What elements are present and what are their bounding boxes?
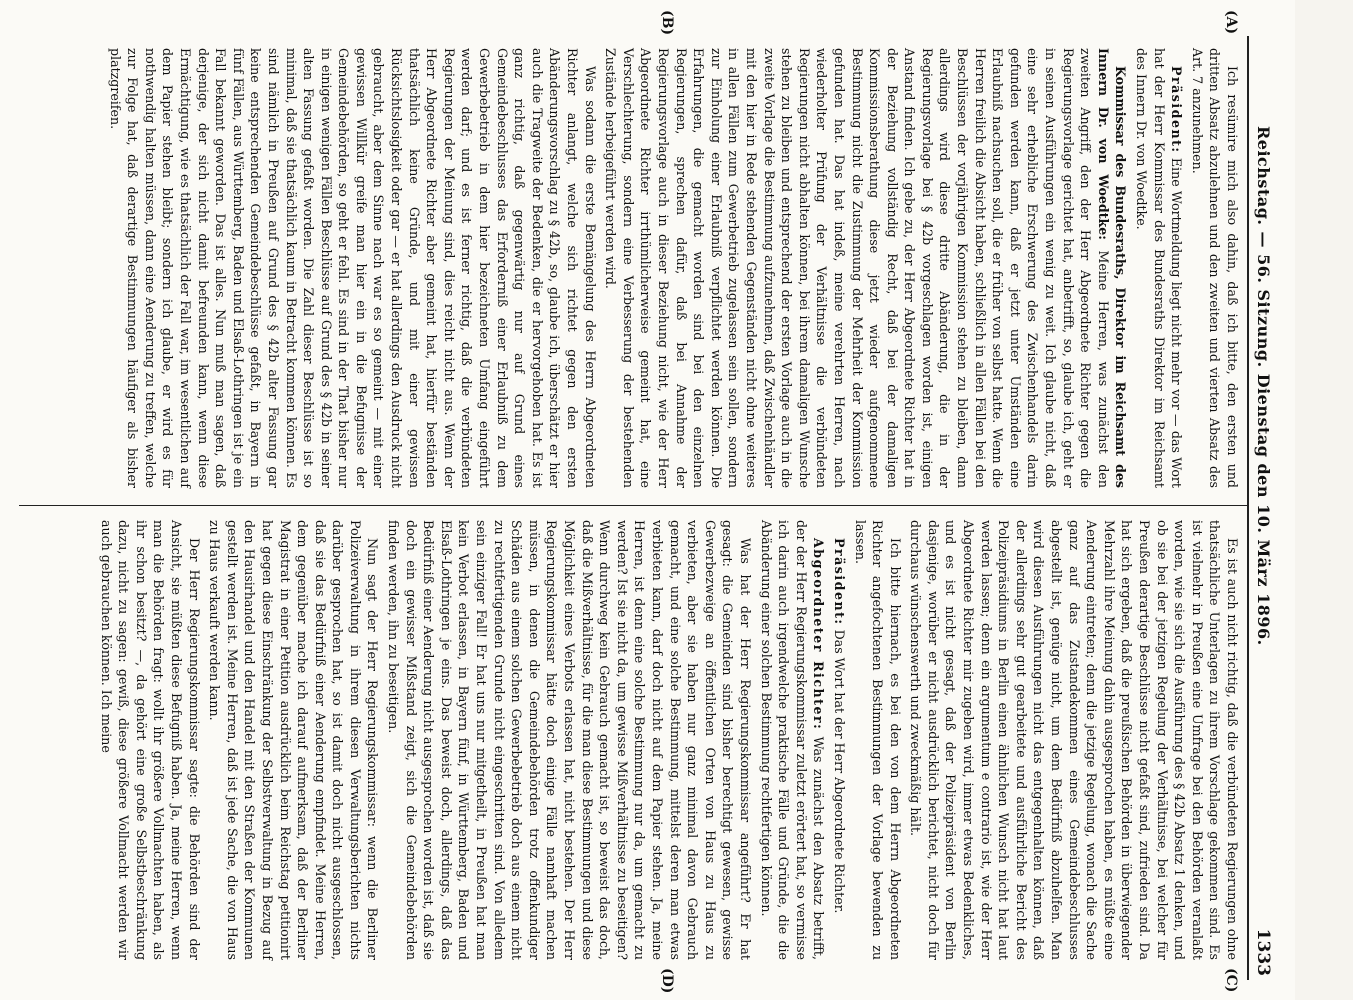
paragraph xyxy=(602,48,1130,488)
margin-letter-c: (C) xyxy=(1223,968,1239,993)
header-title: Reichstag. — 56. Sitzung. Dienstag den 10. März 1896. xyxy=(1254,126,1273,646)
paragraph: Was hat der Herr Regierungskommissar angeführt? Er hat gesagt: die Gemeinden sind bisher berechtigt gewesen, gewisse Gewerbezweige an öffentlichen Orten von Haus zu Haus zu verbieten, aber sie haben nur ganz minimal davon Gebrauch gemacht, und eine solche Bestimmung, mittelst deren man etwas verbieten kann, darf doch nicht auf dem Papier stehen. Ja, meine Herren, ist denn eine solche Bestimmung nur da, um gemacht zu werden? Ist sie nicht da, um gewisse Mißverhältnisse zu beseitigen? Wenn durchweg kein Gebrauch gemacht ist, so beweist das doch, daß die Mißverhältnisse, für die man diese Bestimmungen und diese Möglichkeit eines Verbots erlassen hat, nicht bestehen. Der Herr Regierungskommissar hätte doch einige Fälle namhaft machen müssen, in denen die Gemeindebehörden trotz offenkundiger Schäden aus einem solchen Gewerbebetrieb doch aus einem nicht zu rechtfertigenden Grunde nicht eingeschritten sind. Von alledem sein einziger Fall! Er hat uns nur mitgetheilt, in Preußen hat man kein Verbot erlassen, in Bayern fünf, in Württemberg, Baden und Elsaß-Lothringen je eins. Das beweist doch, allerdings, daß das Bedürfniß einer Aenderung nicht ausgesprochen worden ist, daß sie doch ein gewisser Mißstand zeigt, sich die Gemeindebehörden finden werden, ihn zu beseitigen. xyxy=(386,520,753,960)
paragraph-text: Eine Wortmeldung liegt nicht mehr vor — das Wort hat der Herr Kommissar des Bundesraths Direktor im Reichsamt des Innern Dr. von Woedtke. xyxy=(1134,48,1185,488)
paragraph: Ich bitte hiernach, es bei den von dem Herrn Abgeordneten Richter angefochtenen Bestimmungen der Vorlage bewenden zu lassen. xyxy=(852,520,903,960)
paragraph: Nun sagt der Herr Regierungskommissar: wenn die Berliner Polizeiverwaltung in ihrem diesen Verwaltungsberichten nichts darüber gesprochen hat, so ist damit doch nicht ausgeschlossen, daß sie das Bedürfniß einer Aenderung empfindet. Meine Herren, dem gegenüber mache ich darauf aufmerksam, daß der Berliner Magistrat in einer Petition ausdrücklich beim Reichstag petitionirt hat gegen diese Einschränkung der Selbstverwaltung in Bezug auf den Hausirhandel und den Handel mit den Straßen der Kommunen gestellt werden ist. Meine Herren, daß ist jede Sache, die von Haus zu Haus verkauft werden kann. xyxy=(207,520,381,960)
speaker: Abgeordneter Richter: xyxy=(811,538,827,731)
paragraph-text: Meine Herren, was zunächst den zweiten Angriff, den der Herr Abgeordnete Richter gegen die Regierungsvorlage gerichtet hat, anbetrifft, so, glaube ich, geht er in seinen Ausführungen ein wenig zu weit. Ich glaube nicht, daß eine sehr erhebliche Erschwerung des Zwischenhandels darin gefunden werden kann, daß er jetzt unter Umständen eine Erlaubniß nachsuchen soll, die er früher von selbst hatte. Wenn die Herren freilich die Absicht haben, schließlich in allen Fällen bei den Beschlüssen der vorjährigen Kommission stehen zu bleiben, dann allerdings wird diese dritte Abänderung, die in der Regierungsvorlage bei § 42b vorgeschlagen worden ist, einigen Anstand finden. Ich gebe zu, der Herr Abgeordnete Richter hat in der Beziehung vollständig Recht, daß bei der damaligen Kommissionsberathung diese jetzt wieder aufgenommene Bestimmung nicht die Zustimmung der Mehrheit der Kommission gefunden hat. Das hat indeß, meine verehrten Herren, nach wiederholter Prüfung der Verhältnisse die verbündeten Regierungen nicht abhalten können, bei ihrem damaligen Wunsche stehen zu bleiben und entsprechend der ersten Vorlage auch in die zweite Vorlage die Bestimmung aufzunehmen, daß Zwischenhändler mit den hier in Rede stehenden Gegenständen nicht ohne weiteres in allen Fällen zum Gewerbetrieb zugelassen sein sollen, sondern zur Einholung einer Erlaubniß verpflichtet werden können. Die Erfahrungen, die gemacht worden sind bei den einzelnen Regierungen, sprechen dafür, daß bei Annahme der Regierungsvorlage auch in dieser Beziehung nicht, wie der Herr Abgeordnete Richter irrthümlicherweise gemeint hat, eine Verschlechterung, sondern eine Verbesserung der bestehenden Zustände herbeigeführt werden wird. xyxy=(603,48,1111,488)
paragraph xyxy=(1132,48,1185,488)
speaker: Präsident: xyxy=(1169,66,1185,154)
right-column xyxy=(94,520,1241,960)
speaker: Kommissar des Bundesraths, Direktor im Reichsamt des Innern Dr. von Woedtke: xyxy=(1095,48,1129,488)
margin-letter-d: (D) xyxy=(659,968,675,994)
paragraph-text: Was zunächst den Absatz betrifft, der der Herr Regierungskommissar zuletzt erörtert hat, so vermisse ich darin auch irgendwelche praktische Fälle und Gründe, die die Abänderung einer solchen Bestimmung rechtfertigen können. xyxy=(758,520,827,960)
header-rule xyxy=(1247,36,1249,980)
paragraph: Was sodann die erste Bemängelung des Herrn Abgeordneten Richter anlangt, welche sich richtet gegen den ersten Abänderungsvorschlag zu § 42b, so, glaube ich, überschätzt er hier auch die Tragweite der Bedenken, die er hervorgehoben hat. Es ist ganz richtig, daß gegenwärtig nur auf Grund eines Gemeindebeschlusses das Erforderniß einer Erlaubniß zu dem Gewerbebetrieb in dem hier bezeichneten Umfang eingeführt werden darf; und es ist ferner richtig, daß die verbündeten Regierungen der Meinung sind, dies reicht nicht aus. Wenn der Herr Abgeordnete Richter aber gemeint hat, hierfür beständen thatsächlich keine Gründe, und mit einer gewissen Rücksichtslosigkeit oder gar — er hat allerdings den Ausdruck nicht gebraucht, aber dem Sinne nach war es so gemeint — mit einer gewissen Willkür greife man hier ein in die Befugnisse der Gemeindebehörden, so geht er fehl. Es sind in der That bisher nur in einigen wenigen Fällen Beschlüsse auf Grund des § 42b in seiner alten Fassung gefaßt worden. Die Zahl dieser Beschlüsse ist so minimal, daß sie thatsächlich kaum in Betracht kommen können. Es sind nämlich in Preußen auf Grund des § 42b alter Fassung gar keine entsprechenden Gemeindebeschlüsse gefaßt, in Bayern in fünf Fällen, aus Württemberg, Baden und Elsaß-Lothringen ist je ein Fall bekannt geworden. Das ist alles. Nun muß man sagen, daß derjenige, der sich nicht damit befreunden kann, wenn diese Ermächtigung, wie es thatsächlich der Fall war, im wesentlichen auf dem Papier stehen bleibt; sondern ich glaube, er wird es für nothwendig halten müssen, dann eine Aenderung zu treffen, welche zur Folge hat, daß derartige Bestimmungen häufiger als bisher platzgreifen. xyxy=(107,48,598,488)
paragraph-text: Das Wort hat der Herr Abgeordnete Richter. xyxy=(831,629,847,914)
paragraph: Der Herr Regierungskommissar sagte: die Behörden sind der Ansicht, sie müßten diese Befugniß haben. Ja, meine Herren, wenn man die Behörden fragt: wollt ihr größere Vollmachten haben, als ihr schon besitzt? —, da gehört eine große Selbstbeschränkung dazu, nicht zu sagen: gewiß, diese größere Vollmacht werden wir auch gebrauchen können. Ich meine xyxy=(98,520,202,960)
page-header xyxy=(1249,36,1275,976)
margin-letter-b: (B) xyxy=(659,10,675,36)
paragraph xyxy=(830,520,848,960)
margin-letter-a: (A) xyxy=(1223,10,1239,35)
column-divider xyxy=(19,505,1247,506)
paragraph: Ich resümire mich also dahin, daß ich bitte, den ersten und dritten Absatz abzulehnen und den zweiten und vierten Absatz des Art. 7 anzunehmen. xyxy=(1189,48,1240,488)
paragraph xyxy=(757,520,827,960)
page-number: 1333 xyxy=(1253,928,1273,976)
paragraph: Es ist auch nicht richtig, daß die verbündeten Regierungen ohne thatsächliche Unterlagen zu ihrem Vorschlage gekommen sind. Es ist vielmehr in Preußen eine Umfrage bei den Behörden veranlaßt worden, wie sie sich die Ausführung des § 42b Absatz 1 denken, und ob sie bei der jetzigen Regelung der Verhältnisse, bei welcher für Preußen derartige Beschlüsse nicht gefaßt sind, zufrieden sind. Da hat sich ergeben, daß die preußischen Behörden in überwiegender Mehrzahl ihre Meinung dahin ausgesprochen haben, es müßte eine Aenderung eintreten; denn die jetzige Regelung, wonach die Sache ganz auf das Zustandekommen eines Gemeindebeschlusses abgestellt ist, genüge nicht, um dem Bedürfniß abzuhelfen. Man wird diesen Ausführungen nicht das entgegenhalten können, daß der allerdings sehr gut gearbeitete und ausführliche Bericht des Polizeipräsidiums in Berlin einen ähnlichen Wunsch nicht hat laut werden lassen; denn ein argumentum e contrario ist, wie der Herr Abgeordnete Richter mir zugeben wird, immer etwas Bedenkliches, und es ist nicht gesagt, daß der Polizeipräsident von Berlin dasjenige, worüber er nicht ausdrücklich berichtet, nicht doch für durchaus wünschenswerth und zweckmäßig hält. xyxy=(908,520,1240,960)
left-column xyxy=(103,48,1241,488)
speaker: Präsident: xyxy=(831,538,847,626)
